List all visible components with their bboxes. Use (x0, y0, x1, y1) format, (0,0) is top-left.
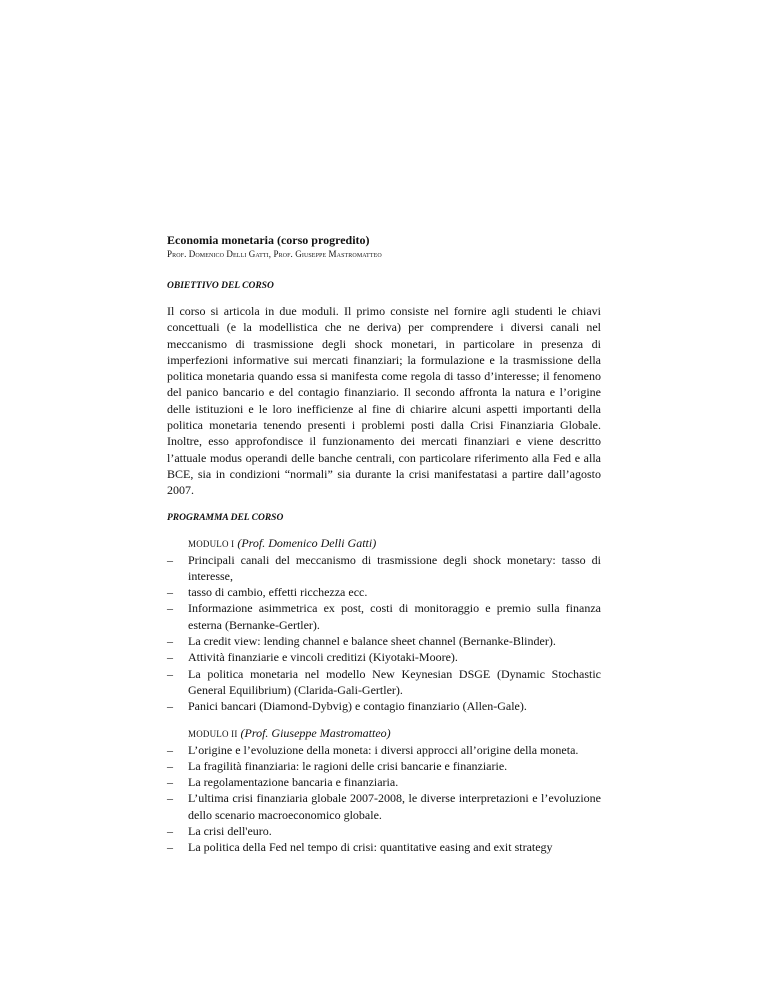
module-1-professor: (Prof. Domenico Delli Gatti) (237, 535, 377, 550)
module-1-label: MODULO I (188, 538, 235, 549)
list-dash: – (167, 758, 173, 773)
list-dash: – (167, 840, 173, 855)
module-2-heading (167, 725, 601, 742)
list-dash: – (167, 650, 173, 665)
list-item: – La regolamentazione bancaria e finanziaria. (167, 775, 399, 790)
list-item: – Attività finanziarie e vincoli creditizi (Kiyotaki-Moore). (167, 650, 458, 665)
course-title: Economia monetaria (corso progredito) (167, 233, 370, 247)
program-heading: PROGRAMMA DEL CORSO (167, 512, 284, 523)
list-item: – tasso di cambio, effetti ricchezza ecc. (167, 585, 368, 600)
list-dash: – (167, 742, 173, 757)
list-item: – La fragilità finanziaria: le ragioni delle crisi bancarie e finanziarie. (167, 758, 508, 773)
module-2-professor: (Prof. Giuseppe Mastromatteo) (240, 725, 391, 740)
objectives-heading: OBIETTIVO DEL CORSO (167, 281, 274, 291)
list-dash: – (167, 824, 173, 839)
list-dash: – (167, 585, 173, 600)
list-item: – Informazione asimmetrica ex post, costi di monitoraggio e premio sulla finanza esterna (Bernanke-Gertler). (167, 601, 601, 632)
list-dash: – (167, 699, 173, 714)
course-professors: Prof. Domenico Delli Gatti, Prof. Giuseppe Mastromatteo (167, 249, 382, 259)
list-item: – L’ultima crisi finanziaria globale 2007-2008, le diverse interpretazioni e l’evoluzione dello scenario macroeconomico globale. (167, 791, 601, 822)
list-item: – Panici bancari (Diamond-Dybvig) e contagio finanziario (Allen-Gale). (167, 699, 527, 714)
list-dash: – (167, 634, 173, 649)
list-item: – La politica della Fed nel tempo di crisi: quantitative easing and exit strategy (167, 840, 553, 855)
module-2-label: MODULO II (188, 728, 238, 739)
course-description (167, 232, 601, 856)
module-2-topic-list (167, 742, 601, 856)
list-dash: – (167, 601, 173, 616)
list-item: – La crisi dell'euro. (167, 824, 272, 839)
module-1-heading (167, 535, 601, 552)
objectives-text: Il corso si articola in due moduli. Il primo consiste nel fornire agli studenti le chiavi concettuali (e la modellistica che ne deriva) per comprendere i diversi canali nel meccanismo di trasmissione degli shock monetari, in particolare in presenza di imperfezioni informative sui mercati finanziari; la formulazione e la trasmissione della politica monetaria quando essa si manifesta come regola di tasso d’interesse; il fenomeno del panico bancario e del contagio finanziario. Il secondo affronta la natura e l’origine delle istituzioni e le loro inefficienze al fine di chiarire alcuni aspetti importanti della politica monetaria tenendo presenti i problemi posti dalla Crisi Finanziaria Globale. Inoltre, esso approfondisce il funzionamento dei mercati finanziari e viene descritto l’attuale modus operandi delle banche centrali, con particolare riferimento alla Fed e alla BCE, sia in condizioni “normali” sia durante la crisi manifestatasi a partire dall’agosto 2007. (167, 304, 601, 498)
list-dash: – (167, 775, 173, 790)
list-dash: – (167, 552, 173, 567)
list-item: – La credit view: lending channel e balance sheet channel (Bernanke-Blinder). (167, 634, 556, 649)
list-item: – La politica monetaria nel modello New Keynesian DSGE (Dynamic Stochastic General Equilibrium) (Clarida-Gali-Gertler). (167, 666, 601, 697)
list-item: – Principali canali del meccanismo di trasmissione degli shock monetary: tasso di interesse, (167, 552, 601, 583)
list-item: – L’origine e l’evoluzione della moneta: i diversi approcci all’origine della moneta. (167, 742, 579, 757)
list-dash: – (167, 666, 173, 681)
list-dash: – (167, 791, 173, 806)
module-1-topic-list (167, 552, 601, 715)
